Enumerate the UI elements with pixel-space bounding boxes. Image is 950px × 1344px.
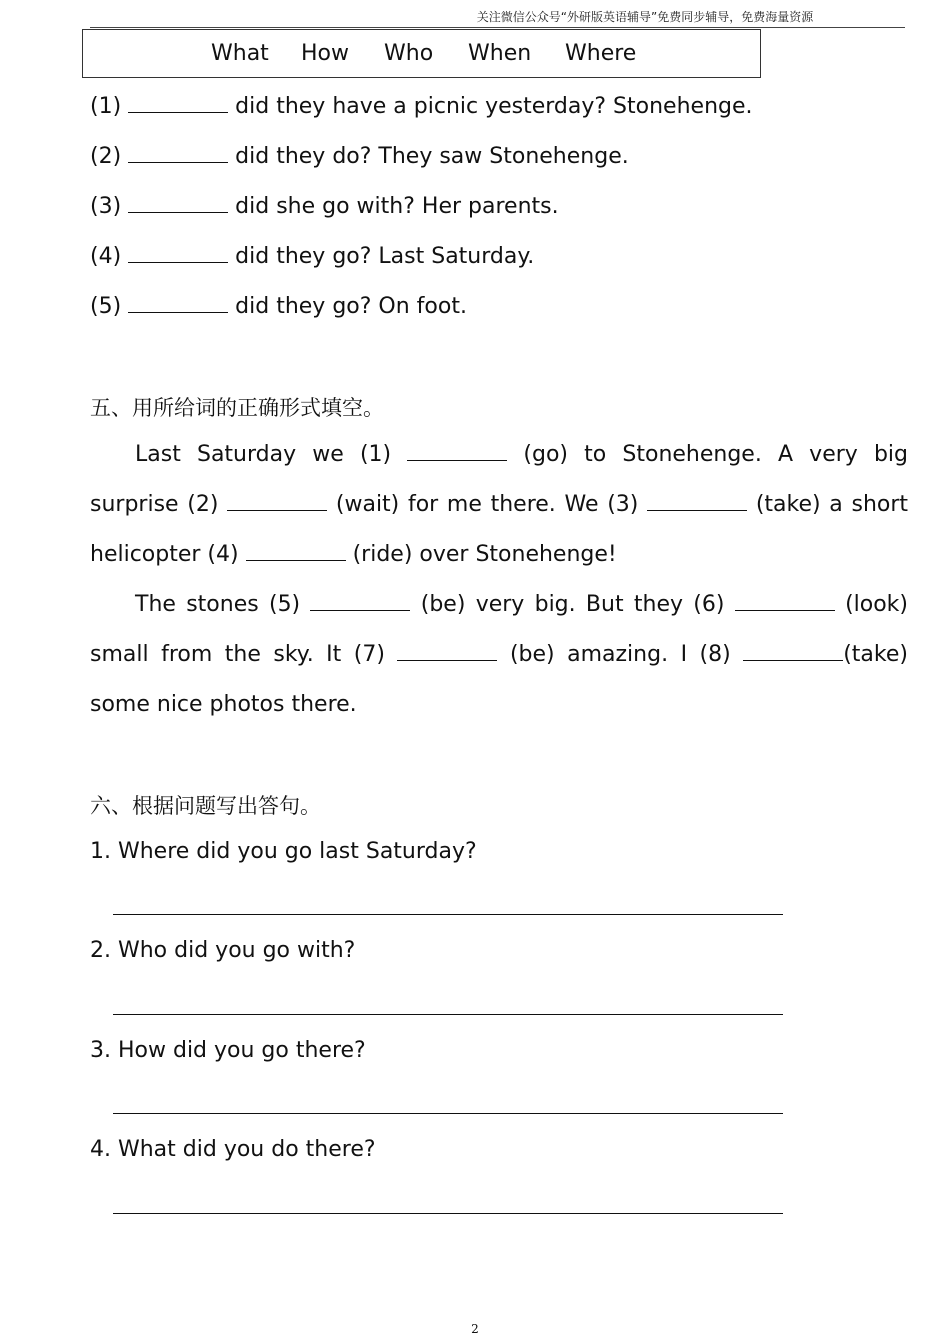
question-number: (5) — [90, 294, 122, 319]
question-line — [90, 192, 559, 219]
word-what: What — [211, 41, 269, 66]
header-rule — [90, 27, 905, 28]
question-number: (2) — [90, 144, 122, 169]
question-line — [90, 92, 753, 119]
page-number: 2 — [471, 1322, 479, 1336]
word-where: Where — [565, 41, 637, 66]
answer-blank[interactable] — [128, 142, 228, 163]
section-5-paragraph-1: Last Saturday we (1) (go) to Stonehenge. A very big surprise (2) (wait) for me there. We (3) (take) a short helicopter (4) (ride) over Stonehenge! — [90, 442, 909, 567]
fill-blank-3[interactable] — [647, 490, 747, 511]
question-text: did she go with? Her parents. — [235, 194, 559, 219]
fill-blank-4[interactable] — [246, 540, 346, 561]
question-line — [90, 242, 534, 269]
fill-blank-2[interactable] — [227, 490, 327, 511]
answer-blank[interactable] — [128, 242, 228, 263]
answer-line[interactable] — [113, 914, 783, 915]
section-5-paragraph-2: The stones (5) (be) very big. But they (6) (look) small from the sky. It (7) (be) amazing. I (8) (take) some nice photos there. — [90, 592, 909, 717]
section-6-question: 4. What did you do there? — [90, 1137, 376, 1162]
fill-blank-6[interactable] — [735, 590, 835, 611]
question-number: (3) — [90, 194, 122, 219]
section-6-question: 1. Where did you go last Saturday? — [90, 839, 477, 864]
question-number: (4) — [90, 244, 122, 269]
answer-line[interactable] — [113, 1014, 783, 1015]
answer-line[interactable] — [113, 1113, 783, 1114]
question-text: did they go? On foot. — [235, 294, 467, 319]
question-text: did they go? Last Saturday. — [235, 244, 535, 269]
question-line — [90, 292, 467, 319]
section-6-question: 2. Who did you go with? — [90, 938, 356, 963]
fill-blank-5[interactable] — [310, 590, 410, 611]
word-box — [82, 29, 761, 78]
question-text: did they do? They saw Stonehenge. — [235, 144, 629, 169]
word-who: Who — [384, 41, 434, 66]
answer-blank[interactable] — [128, 292, 228, 313]
section-5-title: 五、用所给词的正确形式填空。 — [90, 396, 384, 420]
answer-blank[interactable] — [128, 192, 228, 213]
word-how: How — [301, 41, 349, 66]
section-6-title: 六、根据问题写出答句。 — [90, 794, 321, 818]
answer-line[interactable] — [113, 1213, 783, 1214]
fill-blank-7[interactable] — [397, 640, 497, 661]
header-note: 关注微信公众号“外研版英语辅导”免费同步辅导，免费海量资源 — [476, 10, 814, 24]
fill-blank-8[interactable] — [743, 640, 843, 661]
question-line — [90, 142, 629, 169]
word-when: When — [468, 41, 532, 66]
answer-blank[interactable] — [128, 92, 228, 113]
question-number: (1) — [90, 94, 122, 119]
question-text: did they have a picnic yesterday? Stonehenge. — [235, 94, 753, 119]
section-6-question: 3. How did you go there? — [90, 1038, 366, 1063]
fill-blank-1[interactable] — [407, 440, 507, 461]
